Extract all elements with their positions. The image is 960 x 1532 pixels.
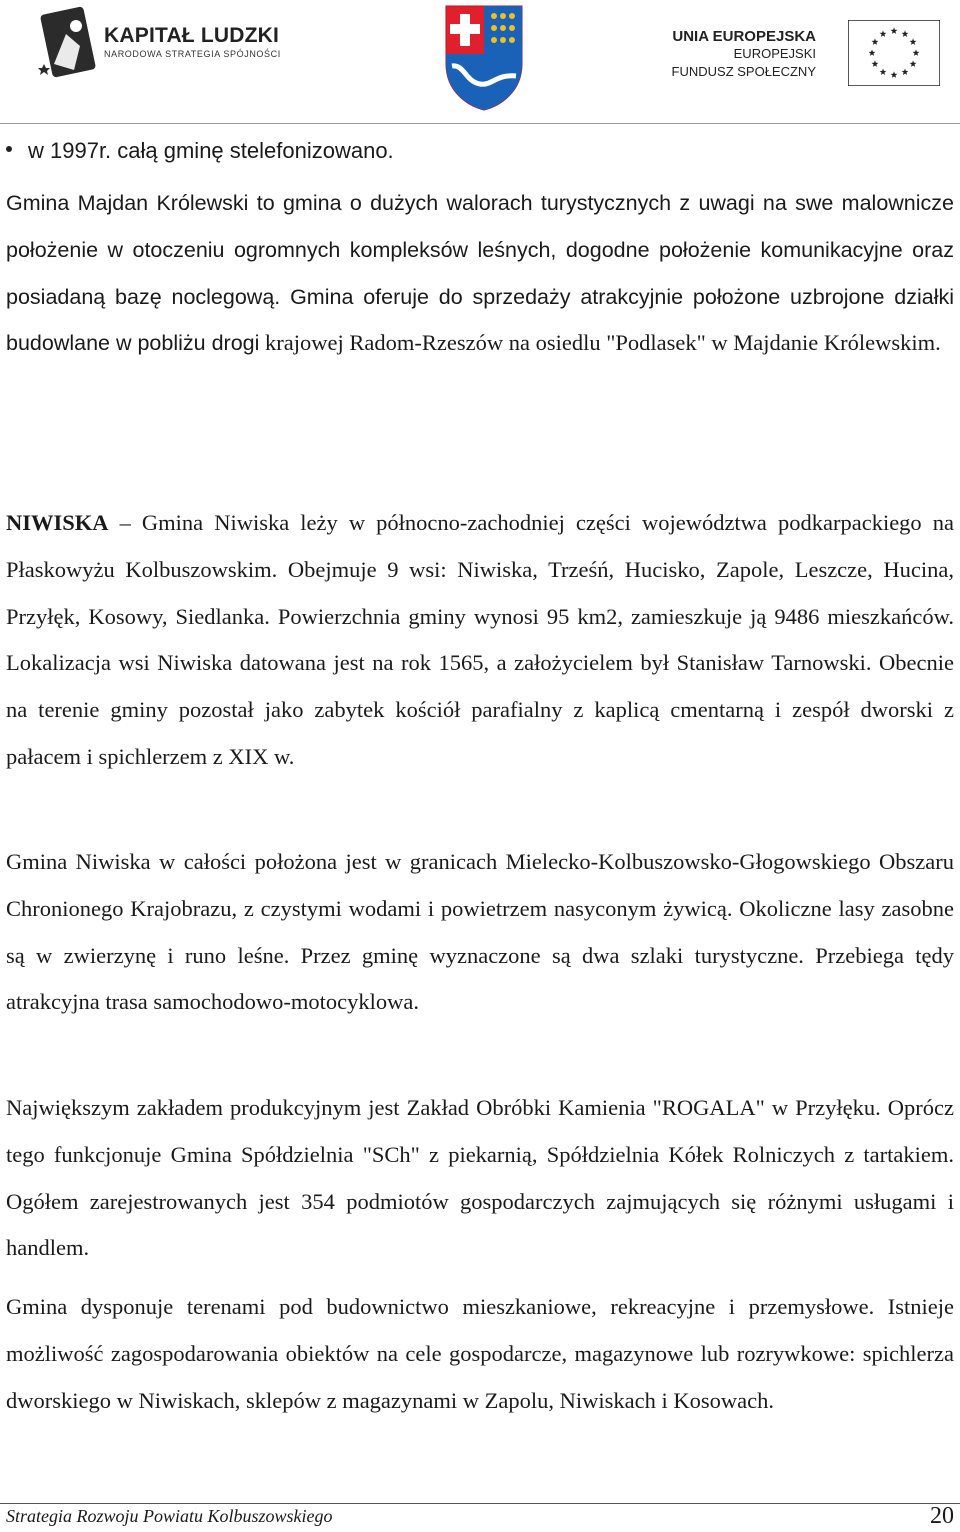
kapital-ludzki-subtitle: NARODOWA STRATEGIA SPÓJNOŚCI bbox=[104, 49, 281, 59]
paragraph-majdan bbox=[6, 180, 954, 367]
paragraph-landscape: Gmina Niwiska w całości położona jest w granicach Mielecko-Kolbuszowsko-Głogowskiego Obszaru Chronionego Krajobrazu, z czystymi wodami i powietrzem nasyconym żywicą. Okoliczne lasy zasobne są w zwierzynę i runo leśne. Przez gminę wyznaczone są dwa szlaki turystyczne. Przebiega tędy atrakcyjna trasa samochodowo-motocyklowa. bbox=[6, 849, 954, 1015]
eu-star-icon bbox=[902, 68, 909, 75]
eu-logo-line3: FUNDUSZ SPOŁECZNY bbox=[671, 64, 816, 79]
kapital-ludzki-title: KAPITAŁ LUDZKI bbox=[104, 24, 280, 47]
eu-star-icon bbox=[891, 71, 898, 78]
eu-star-icon bbox=[872, 38, 879, 45]
paragraph-majdan-serif: krajowej Radom-Rzeszów na osiedlu "Podlasek" w Majdanie Królewskim. bbox=[265, 330, 941, 356]
page-number: 20 bbox=[930, 1503, 954, 1529]
eu-star-icon bbox=[880, 30, 887, 37]
paragraph-niwiska-text: – Gmina Niwiska leży w północno-zachodniej części województwa podkarpackiego na Płaskowyżu Kolbuszowskim. Obejmuje 9 wsi: Niwiska, Trześń, Hucisko, Zapole, Leszcze, Hucina, Przyłęk, Kosowy, Siedlanka. Powierzchnia gminy wynosi 95 km2, zamieszkuje ją 9486 mieszkańców. Lokalizacja wsi Niwiska datowana jest na rok 1565, a założycielem był Stanisław Tarnowski. Obecnie na terenie gminy pozostał jako zabytek kościół parafialny z kaplicą cmentarną i zespół dworski z pałacem i spichlerzem z XIX w. bbox=[6, 510, 954, 769]
coat-of-arms bbox=[442, 2, 526, 117]
coat-of-arms-icon bbox=[442, 2, 526, 112]
paragraph-investment: Gmina dysponuje terenami pod budownictwo mieszkaniowe, rekreacyjne i przemysłowe. Istnieje możliwość zagospodarowania obiektów na cele gospodarcze, magazynowe lub rozrywkowe: spichlerza dworskiego w Niwiskach, sklepów z magazynami w Zapolu, Niwiskach i Kosowach. bbox=[6, 1294, 954, 1413]
eu-star-icon bbox=[869, 49, 876, 56]
footer-divider bbox=[0, 1503, 960, 1504]
eu-logo-line2: EUROPEJSKI bbox=[733, 46, 816, 61]
paragraph-niwiska bbox=[6, 500, 954, 781]
bullet-item bbox=[6, 136, 394, 166]
eu-star-icon bbox=[880, 68, 887, 75]
kapital-ludzki-logo bbox=[36, 4, 281, 80]
paragraph-majdan-sans: Gmina Majdan Królewski to gmina o dużych walorach turystycznych z uwagi na swe malownicze położenie w otoczeniu ogromnych kompleksów leśnych, dogodne położenie komunikacyjne oraz posiadaną bazę noclegową. Gmina oferuje do sprzedaży atrakcyjnie położone uzbrojone działki budowlane w pobliżu drogi bbox=[6, 191, 954, 356]
eu-star-icon bbox=[872, 60, 879, 67]
eu-stars-icon bbox=[848, 20, 940, 86]
kapital-ludzki-emblem-icon bbox=[36, 4, 100, 80]
paragraph-industry: Największym zakładem produkcyjnym jest Zakład Obróbki Kamienia "ROGALA" w Przyłęku. Oprócz tego funkcjonuje Gmina Spółdzielnia "SCh" z piekarnią, Spółdzielnia Kółek Rolniczych z tartakiem. Ogółem zarejestrowanych jest 354 podmiotów gospodarczych zajmujących się różnymi usługami i handlem. bbox=[6, 1095, 954, 1261]
page-header bbox=[0, 0, 960, 112]
paragraph-niwiska-lead: NIWISKA bbox=[6, 510, 109, 535]
bullet-text: w 1997r. całą gminę stelefonizowano. bbox=[28, 138, 394, 163]
footer-title: Strategia Rozwoju Powiatu Kolbuszowskiego bbox=[6, 1506, 333, 1526]
bullet-icon bbox=[6, 146, 12, 152]
eu-star-icon bbox=[902, 30, 909, 37]
header-divider bbox=[0, 123, 960, 124]
eu-logo-line1: UNIA EUROPEJSKA bbox=[672, 28, 816, 45]
eu-star-icon bbox=[910, 38, 917, 45]
eu-logo bbox=[671, 20, 944, 86]
eu-star-icon bbox=[913, 49, 920, 56]
eu-star-icon bbox=[891, 27, 898, 34]
eu-star-icon bbox=[910, 60, 917, 67]
